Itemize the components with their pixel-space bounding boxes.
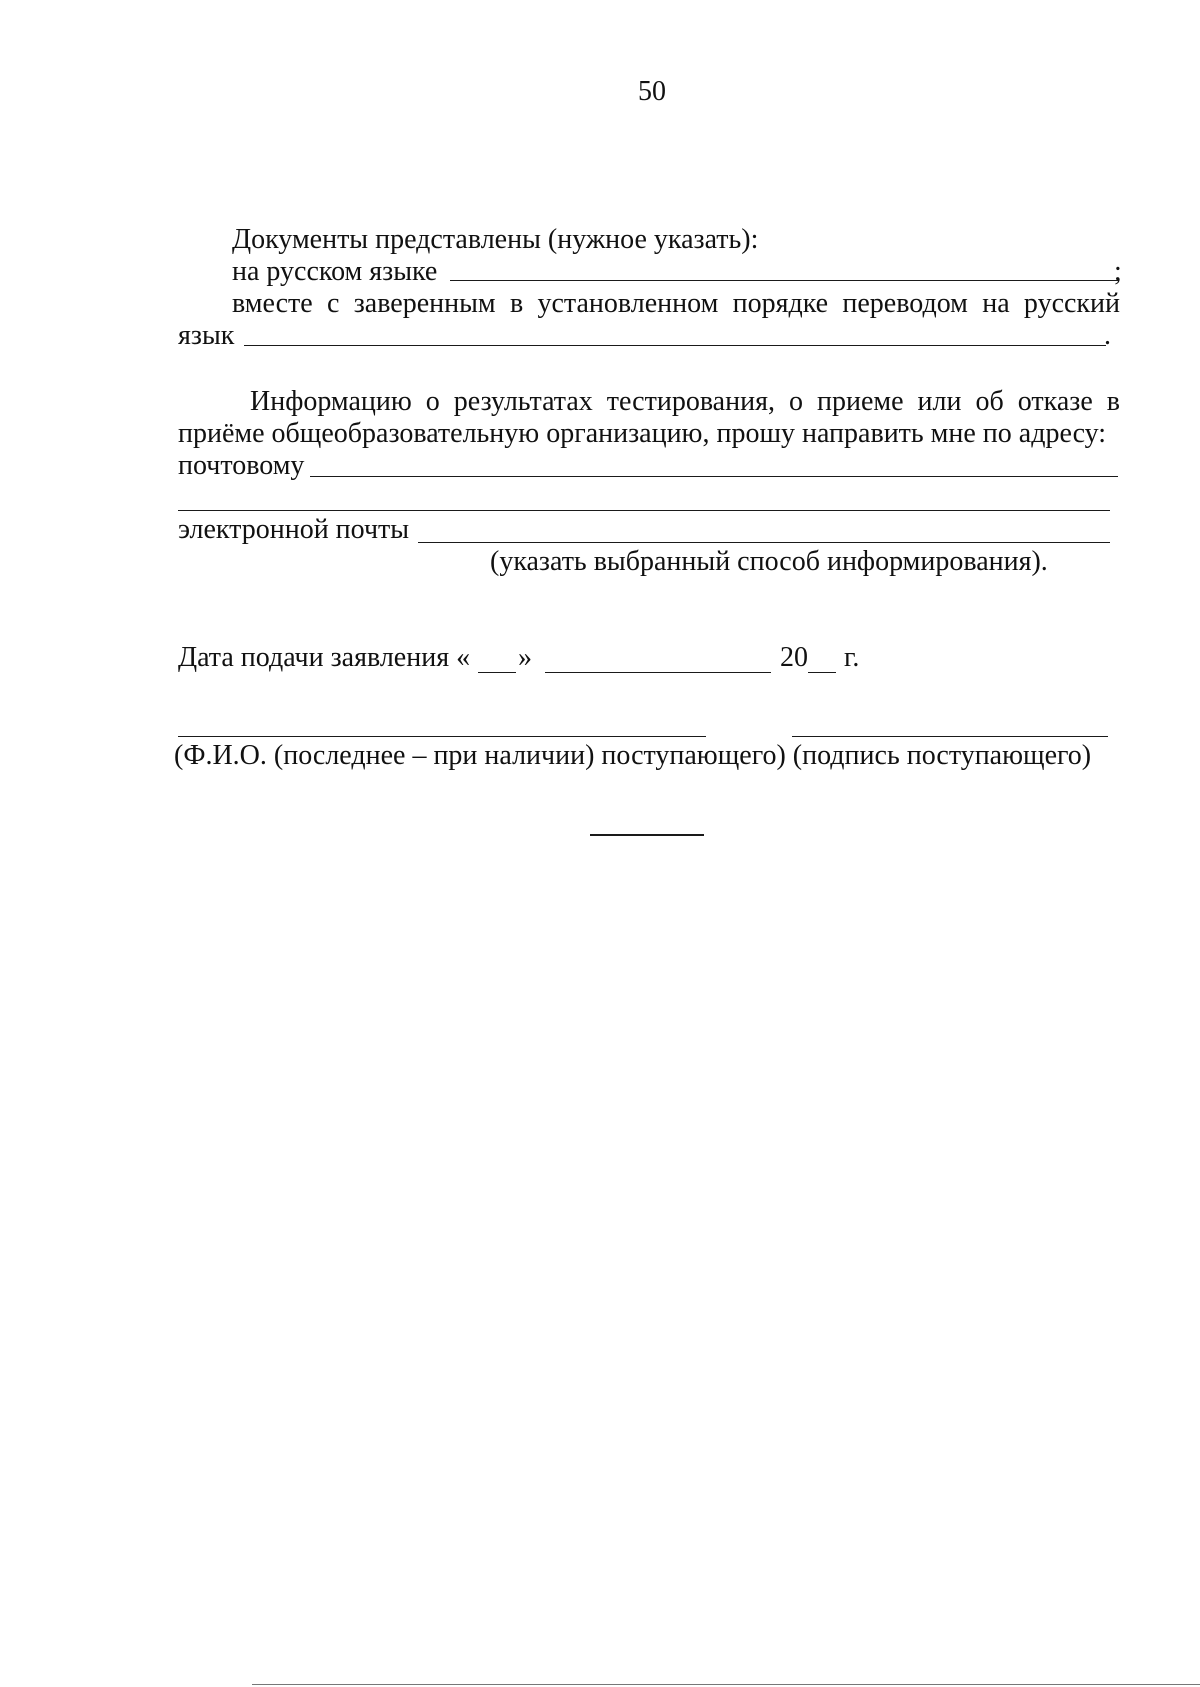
russian-language-label: на русском языке [232,256,438,287]
info-line-2: приёме общеобразовательную организацию, прошу направить мне по адресу: [178,418,1107,449]
email-field[interactable] [418,542,1110,543]
date-label: Дата подачи заявления « [178,642,471,673]
translation-period: . [1104,320,1111,351]
translation-label: язык [178,320,235,351]
page-number: 50 [638,76,666,107]
date-year-field[interactable] [808,672,836,673]
russian-language-field[interactable] [450,280,1118,281]
date-year-prefix: 20 [780,642,808,673]
documents-heading: Документы представлены (нужное указать): [232,224,759,255]
full-name-field[interactable] [178,736,706,737]
postal-label: почтовому [178,450,305,481]
date-month-field[interactable] [545,672,771,673]
bottom-edge-rule [252,1684,1200,1685]
postal-address-field[interactable] [310,476,1118,477]
email-label: электронной почты [178,514,410,545]
russian-language-semicolon: ; [1114,256,1122,287]
translation-line: вместе с заверенным в установленном порядке переводом на русский [232,288,1120,319]
date-year-suffix: г. [844,642,860,673]
date-day-field[interactable] [478,672,516,673]
info-line-1: Информацию о результатах тестирования, о приеме или об отказе в [250,386,1120,417]
signature-caption: (Ф.И.О. (последнее – при наличии) поступающего) (подпись поступающего) [174,740,1092,771]
end-of-form-divider [590,834,704,836]
informing-method-hint: (указать выбранный способ информирования). [490,546,1048,577]
translation-field[interactable] [244,345,1106,346]
date-close-quote: » [518,642,532,673]
postal-address-field-2[interactable] [178,510,1110,511]
signature-field[interactable] [792,736,1108,737]
